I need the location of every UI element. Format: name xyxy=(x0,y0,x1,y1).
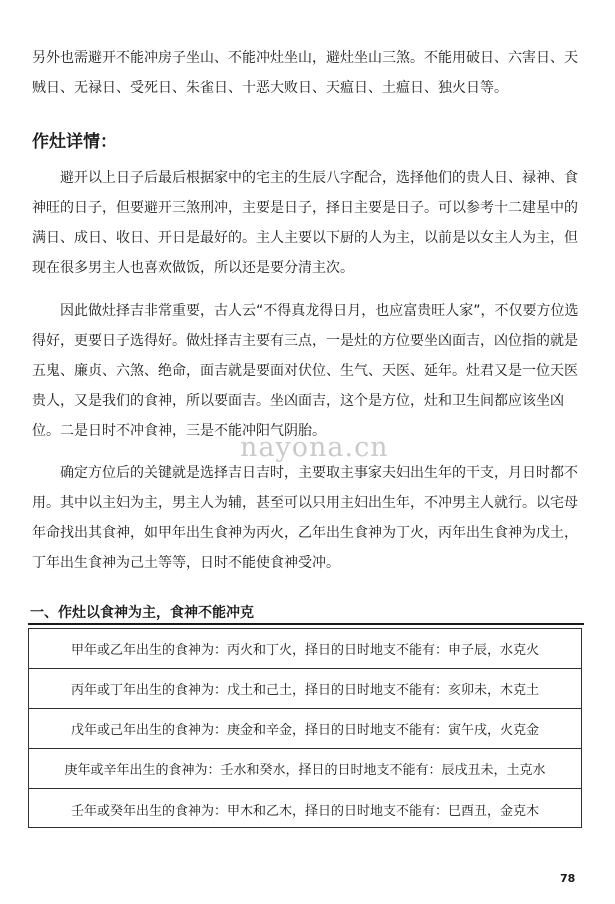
body-paragraph-3: 确定方位后的关键就是选择吉日吉时，主要取主事家夫妇出生年的干支，月日时都不用。其中以主妇为主，男主人为辅，甚至可以只用主妇出生年，不冲男主人就行。以宅母年命找出其食神，如甲年出生食神为丙火，乙年出生食神为丁火，丙年出生食神为戊土，丁年出生食神为己土等等，日时不能使食神受冲。 xyxy=(32,465,578,571)
body-paragraph-2: 因此做灶择吉非常重要，古人云“不得真龙得日月，也应富贵旺人家”，不仅要方位选得好，更要日子选得好。做灶择吉主要有三点，一是灶的方位要坐凶面吉，凶位指的就是五鬼、廉贞、六煞、绝命，面吉就是要面对伏位、生气、天医、延年。灶君又是一位天医贵人，又是我们的食神，所以要面吉。坐凶面吉，这个是方位，灶和卫生间都应该坐凶位。二是日时不冲食神，三是不能冲阳气阴胎。 xyxy=(32,303,579,439)
food-god-table xyxy=(28,628,582,828)
table-row: 丙年或丁年出生的食神为：戊土和己土，择日的日时地支不能有：亥卯未，木克土 xyxy=(29,669,581,709)
intro-paragraph: 另外也需避开不能冲房子坐山、不能冲灶坐山，避灶坐山三煞。不能用破日、六害日、天贼日、无禄日、受死日、朱雀日、十恶大败日、天瘟日、土瘟日、独火日等。 xyxy=(32,50,578,96)
table-row: 甲年或乙年出生的食神为：丙火和丁火，择日的日时地支不能有：申子辰，水克火 xyxy=(29,629,581,669)
subsection-title: 一、作灶以食神为主，食神不能冲克 xyxy=(30,605,254,621)
table-row: 戊年或己年出生的食神为：庚金和辛金，择日的日时地支不能有：寅午戌，火克金 xyxy=(29,709,581,749)
watermark: nayona.cn xyxy=(240,432,389,463)
body-paragraph-1: 避开以上日子后最后根据家中的宅主的生辰八字配合，选择他们的贵人日、禄神、食神旺的日子，但要避开三煞刑冲，主要是日子，择日主要是日子。可以参考十二建星中的满日、成日、收日、开日是最好的。主人主要以下厨的人为主，以前是以女主人为主，但现在很多男主人也喜欢做饭，所以还是要分清主次。 xyxy=(32,170,578,276)
subsection-underline xyxy=(28,623,584,625)
section-title: 作灶详情： xyxy=(32,132,117,152)
page-number: 78 xyxy=(560,872,576,885)
table-row: 庚年或辛年出生的食神为：壬水和癸水，择日的日时地支不能有：辰戌丑未，土克水 xyxy=(29,749,581,789)
table-row: 壬年或癸年出生的食神为：甲木和乙木，择日的日时地支不能有：巳酉丑，金克木 xyxy=(70,803,539,819)
